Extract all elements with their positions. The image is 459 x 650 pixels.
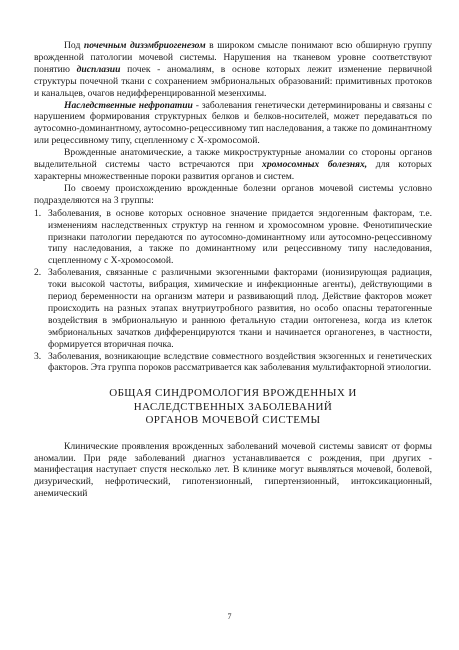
section-heading (34, 387, 432, 427)
list-item (34, 267, 432, 350)
term-hereditary-nephropathies: Наследственные нефропатии (64, 99, 193, 111)
list-number: 1. (34, 207, 42, 219)
paragraph-text: - заболевания генетически детерминированы и связаны с нарушением формирования структурных белков и белков-носителей, может передаваться по аутосомно-доминантному, аутосомно-рецессивному тип наследования, а также по доминантному или рецессивному типу, сцепленному с Х-хромосомой. (34, 99, 433, 147)
paragraph-text: Врожденные анатомические, а также микроструктурные аномалии со стороны органов выделительной системы часто встречаются при (34, 147, 432, 171)
paragraph-text: для которых характерны множественные пороки развития органов и систем. (34, 159, 433, 182)
heading-line: ОРГАНОВ МОЧЕВОЙ СИСТЕМЫ (145, 414, 321, 427)
term-dysplasia: дисплазии (76, 63, 121, 75)
list-number: 2. (34, 267, 42, 279)
paragraph-classification: По своему происхождению врожденные болезни органов мочевой системы условно подразделяются на 3 группы: (34, 182, 432, 206)
paragraph-clinical: Клинические проявления врожденных заболеваний мочевой системы зависят от формы аномалии. При ряде заболеваний диагноз устанавливается с рождения, при других - манифестация наступает спустя несколько лет. В клинике могут выявляться мочевой, болевой, дизурический, нефротический, гипотензионный, гипертензионный, интоксикационный, анемический (34, 440, 432, 500)
list-item (34, 208, 432, 268)
heading-line: ОБЩАЯ СИНДРОМОЛОГИЯ ВРОЖДЕННЫХ И (109, 387, 357, 400)
page-number: 7 (227, 612, 232, 621)
paragraph-text: Под (64, 40, 84, 51)
list-item (34, 351, 432, 375)
term-chromosomal-diseases: хромосомных болезнях, (262, 159, 368, 171)
list-number: 3. (34, 350, 42, 362)
term-dysembryogenesis: почечным дизэмбриогенезом (83, 40, 206, 51)
paragraph-chromosomal (34, 147, 432, 183)
list-item-text: Заболевания, связанные с различными экзогенными факторами (ионизирующая радиация, токи высокой частоты, вибрация, химические и инфекционные агенты), действующими в период беременности на организм матери и развивающий плод. Действие факторов может происходить на разных этапах внутриутробного развития, но особо опасны тератогенные воздействия в эмбриональную и раннюю фетальную стадии онтогенеза, когда из клеток эмбриональных зачатков дифференцируются ткани и начинается органогенез, в частности, формируется вторичная почка. (48, 267, 432, 350)
group-list (34, 208, 432, 375)
paragraph-dysembryogenesis (34, 40, 432, 100)
paragraph-text: почек - аномалиям, в основе которых лежит изменение первичной структуры почечной ткани с сохранением эмбриональных образований: примитивных протоков и канальцев, очагов недифференцированной мезенхимы. (34, 63, 432, 99)
paragraph-hereditary (34, 100, 432, 148)
list-item-text: Заболевания, возникающие вследствие совместного воздействия экзогенных и генетических факторов. Эта группа пороков рассматривается как заболевания мультифакторной этиологии. (48, 350, 432, 374)
body-text (34, 40, 432, 500)
paragraph-text: в широком смысле понимают всю обширную группу врожденной патологии мочевой системы. Нарушения на тканевом уровне соответствуют понятию (34, 40, 432, 75)
heading-line: НАСЛЕДСТВЕННЫХ ЗАБОЛЕВАНИЙ (133, 400, 333, 413)
list-item-text: Заболевания, в основе которых основное значение придается эндогенным факторам, т.е. изменениям наследственных структур на генном и хромосомном уровне. Фенотипические признаки патологии передаются по аутосомно-доминантному или аутосомно-рецессивному типу наследования, а также по доминантному или рецессивному типу наследования, сцепленному с Х-хромосомой. (48, 207, 432, 267)
